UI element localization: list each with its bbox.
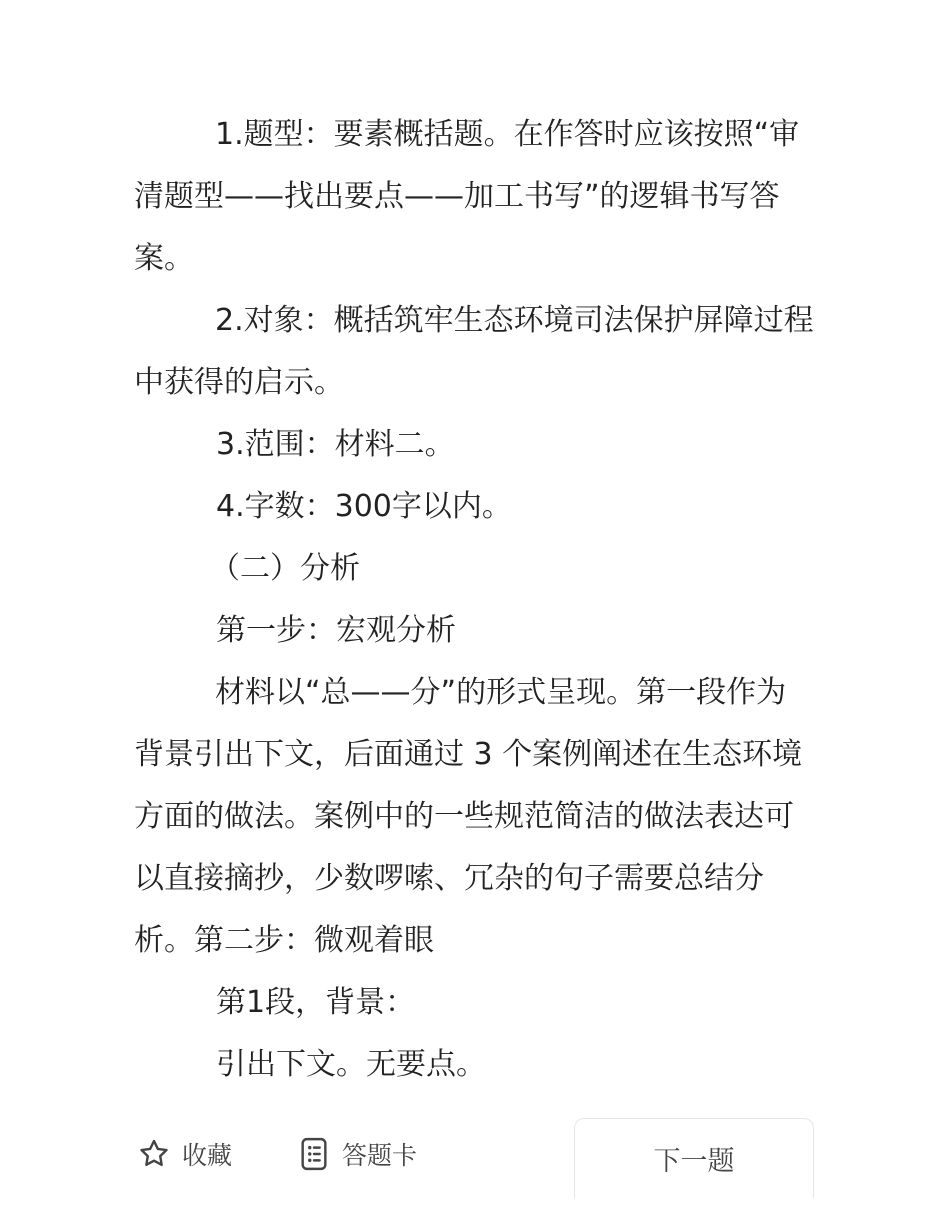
favorite-button[interactable] — [136, 1132, 232, 1176]
star-icon — [136, 1136, 172, 1172]
paragraph-first-section: 第1段，背景： — [216, 985, 416, 1020]
answer-card-icon — [296, 1136, 332, 1172]
paragraph-scope: 3.范围：材料二。 — [216, 427, 455, 462]
article-content — [134, 104, 814, 1096]
paragraph-macro-analysis: 材料以“总——分”的形式呈现。第一段作为背景引出下文，后面通过 3 个案例阐述在生态环境方面的做法。案例中的一些规范简洁的做法表达可以直接摘抄，少数啰嗦、冗杂的句子需要总结分析。第二步：微观着眼 — [134, 675, 803, 958]
paragraph-question-type: 1.题型：要素概括题。在作答时应该按照“审清题型——找出要点——加工书写”的逻辑书写答案。 — [134, 117, 800, 276]
step-one-heading: 第一步：宏观分析 — [216, 613, 456, 648]
bottom-action-bar — [0, 1110, 950, 1230]
next-question-button[interactable]: 下一题 — [574, 1118, 814, 1198]
paragraph-object: 2.对象：概括筑牢生态环境司法保护屏障过程中获得的启示。 — [134, 303, 814, 400]
paragraph-no-points: 引出下文。无要点。 — [216, 1047, 486, 1082]
favorite-label: 收藏 — [182, 1141, 233, 1170]
answer-card-label: 答题卡 — [342, 1141, 418, 1170]
answer-card-button[interactable] — [296, 1132, 417, 1176]
section-heading-analysis: （二）分析 — [210, 551, 360, 586]
paragraph-word-count: 4.字数：300字以内。 — [216, 489, 512, 524]
